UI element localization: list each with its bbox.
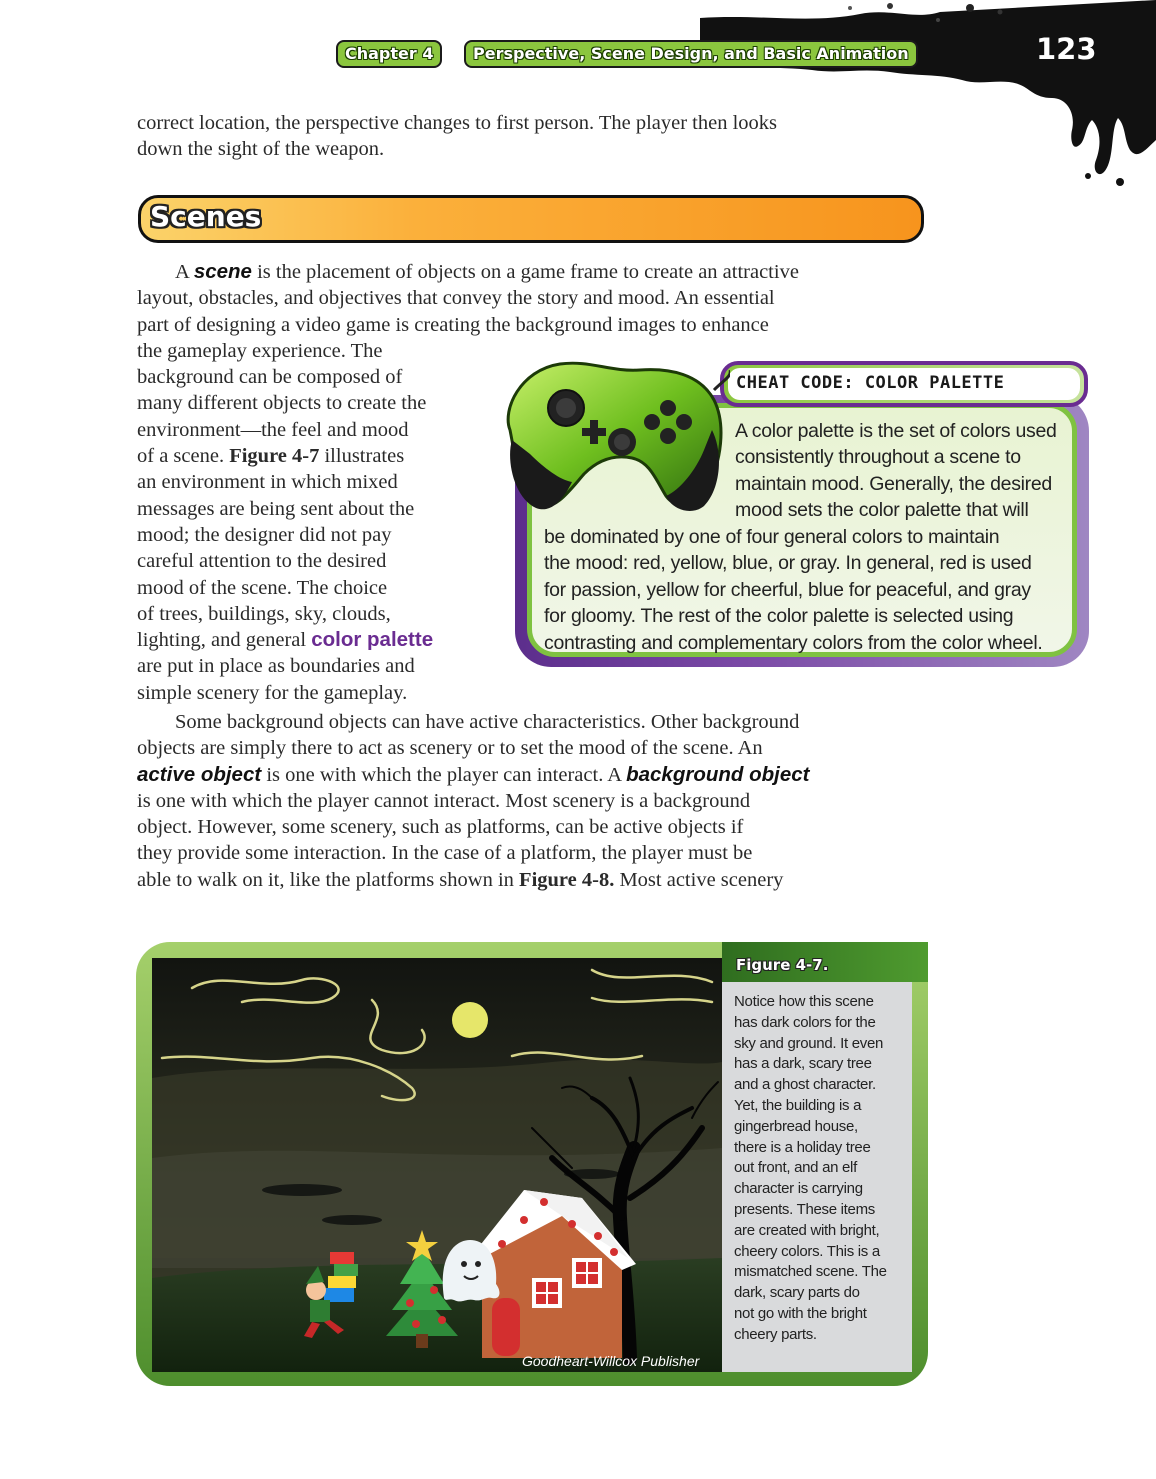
- caption-line: Yet, the building is a: [734, 1096, 862, 1114]
- text-line: [137, 259, 799, 285]
- figure-reference: Figure 4-7: [229, 445, 320, 468]
- text-line: mood; the designer did not pay: [137, 523, 392, 546]
- cheat-code-line: be dominated by one of four general colors to maintain: [544, 526, 1000, 548]
- term-background-object: background object: [626, 762, 810, 786]
- text-line: simple scenery for the gameplay.: [137, 681, 408, 704]
- figure-credit: Goodheart-Willcox Publisher: [522, 1353, 700, 1369]
- text-line: Some background objects can have active characteristics. Other background: [175, 711, 800, 733]
- text-line: part of designing a video game is creating the background images to enhance: [137, 313, 769, 336]
- caption-line: sky and ground. It even: [734, 1034, 884, 1052]
- paragraph-active-objects: [137, 709, 810, 893]
- text-run: A: [175, 261, 194, 283]
- cheat-code-line: for gloomy. The rest of the color palette is selected using: [544, 605, 1014, 628]
- text-run: of a scene.: [137, 445, 230, 468]
- figure-reference: Figure 4-8.: [519, 868, 615, 891]
- caption-line: Notice how this scene: [734, 993, 874, 1010]
- text-line: are put in place as boundaries and: [137, 655, 415, 678]
- text-run: Most active scenery: [614, 868, 784, 891]
- cheat-code-line: consistently throughout a scene to: [735, 446, 1021, 469]
- text-run: able to walk on it, like the platforms shown in: [137, 868, 520, 891]
- caption-line: has a dark, scary tree: [734, 1055, 872, 1073]
- caption-line: cheery parts.: [734, 1325, 817, 1343]
- moon: [452, 1002, 488, 1038]
- text-line: is one with which the player cannot interact. Most scenery is a background: [137, 789, 751, 812]
- caption-line: character is carrying: [734, 1180, 863, 1198]
- caption-line: out front, and an elf: [734, 1159, 857, 1177]
- text-line: careful attention to the desired: [137, 550, 387, 573]
- text-line: many different objects to create the: [137, 392, 427, 415]
- chapter-title: Perspective, Scene Design, and Basic Animation: [464, 40, 918, 68]
- intro-line: down the sight of the weapon.: [137, 138, 385, 161]
- text-line: they provide some interaction. In the case of a platform, the player must be: [137, 842, 753, 865]
- intro-line: correct location, the perspective changes to first person. The player then looks: [137, 112, 778, 134]
- chapter-label: Chapter 4: [336, 40, 442, 68]
- cheat-code-body-bottom: [544, 524, 1043, 656]
- figure-label: Figure 4-7.: [736, 956, 829, 974]
- text-run: is one with which the player can interact. A: [261, 763, 627, 786]
- text-run: is the placement of objects on a game frame to create an attractive: [251, 261, 799, 283]
- term-active-object: active object: [137, 762, 262, 786]
- text-line: an environment in which mixed: [137, 471, 398, 494]
- figure-caption: [734, 992, 887, 1346]
- caption-line: presents. These items: [734, 1200, 875, 1218]
- intro-paragraph: [137, 110, 777, 163]
- cheat-code-line: contrasting and complementary colors from the color wheel.: [544, 631, 1043, 654]
- text-line: environment—the feel and mood: [137, 418, 409, 441]
- cheat-code-line: mood sets the color palette that will: [735, 499, 1029, 522]
- text-line: layout, obstacles, and objectives that convey the story and mood. An essential: [137, 287, 775, 310]
- text-run: illustrates: [319, 445, 405, 468]
- cheat-code-body-top: [735, 418, 1057, 524]
- text-run: lighting, and general: [137, 629, 312, 652]
- text-line: background can be composed of: [137, 366, 403, 389]
- caption-line: has dark colors for the: [734, 1013, 876, 1031]
- caption-line: mismatched scene. The: [734, 1263, 887, 1281]
- caption-line: are created with bright,: [734, 1221, 880, 1239]
- cheat-code-title: CHEAT CODE: COLOR PALETTE: [736, 373, 1005, 393]
- figure-scene-image: [152, 958, 722, 1372]
- game-controller-icon: [500, 350, 730, 520]
- text-line: mood of the scene. The choice: [137, 576, 388, 599]
- glossary-term-color-palette[interactable]: color palette: [311, 628, 434, 652]
- cheat-code-line: maintain mood. Generally, the desired: [735, 472, 1052, 495]
- text-line: messages are being sent about the: [137, 497, 415, 520]
- text-line: of trees, buildings, sky, clouds,: [137, 602, 391, 625]
- caption-line: dark, scary parts do: [734, 1284, 860, 1302]
- text-line: the gameplay experience. The: [137, 339, 383, 362]
- cheat-code-line: for passion, yellow for cheerful, blue for peaceful, and gray: [544, 578, 1031, 601]
- cheat-code-line: A color palette is the set of colors used: [735, 420, 1057, 442]
- caption-line: not go with the bright: [734, 1304, 867, 1322]
- text-line: [137, 867, 810, 893]
- cheat-code-line: the mood: red, yellow, blue, or gray. In general, red is used: [544, 552, 1032, 575]
- page-number: 123: [1036, 32, 1097, 66]
- caption-line: there is a holiday tree: [734, 1138, 871, 1156]
- text-line: objects are simply there to act as scenery or to set the mood of the scene. An: [137, 737, 763, 760]
- term-scene: scene: [193, 260, 252, 283]
- text-line: [137, 762, 810, 788]
- caption-line: and a ghost character.: [734, 1076, 876, 1094]
- text-line: object. However, some scenery, such as platforms, can be active objects if: [137, 816, 744, 839]
- caption-line: gingerbread house,: [734, 1117, 858, 1135]
- section-title: Scenes: [150, 200, 262, 233]
- caption-line: cheery colors. This is a: [734, 1242, 880, 1260]
